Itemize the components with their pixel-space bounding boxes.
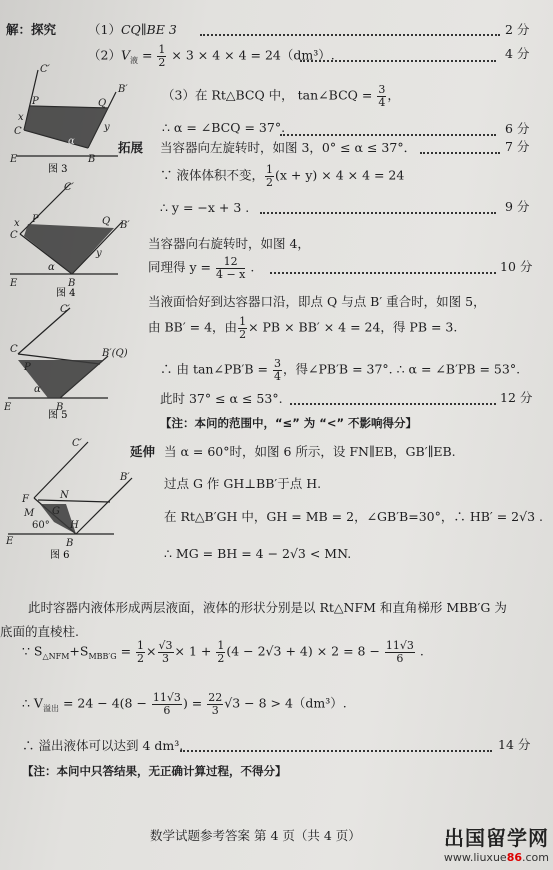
formula-text: = 24 − 4(8 − — [58, 695, 151, 711]
ext-line: 当容器向右旋转时，如图 4， — [148, 236, 310, 251]
fig-label: C — [10, 344, 18, 355]
score-leader — [280, 134, 496, 136]
denominator: 3 — [211, 703, 219, 717]
fig-label: α — [68, 136, 75, 147]
ext2-line: 过点 G 作 GH⊥BB′于点 H. — [164, 476, 322, 491]
fraction — [265, 164, 274, 188]
denominator: 4 — [378, 95, 386, 109]
answer-header — [6, 22, 56, 38]
liquid-surface — [38, 500, 110, 502]
fig-label: C′ — [40, 64, 50, 75]
ext-text: ∴ 由 tan∠PB′B = — [160, 361, 272, 377]
liquid-region — [18, 360, 104, 398]
fig-label: N — [60, 490, 69, 501]
fraction — [207, 692, 223, 716]
ext-text: ∵ 液体体积不变， — [160, 167, 264, 183]
denominator: 2 — [137, 651, 145, 665]
part1-answer — [88, 22, 177, 38]
score-leader — [290, 403, 496, 405]
fig-label: E — [4, 402, 12, 413]
numerator: 3 — [378, 83, 386, 96]
part3-text: （3）在 Rt△BCQ 中， tan∠BCQ = — [162, 87, 377, 103]
part2-number: （2） — [88, 47, 121, 63]
fraction — [377, 84, 386, 108]
ext-line: 当液面恰好到达容器口沿，即点 Q 与点 B′ 重合时，如图 5， — [148, 294, 486, 309]
ext-text: . — [246, 259, 255, 275]
watermark-url-part: .com — [522, 851, 549, 864]
ext-text: 由 BB′ = 4，由 — [148, 319, 238, 335]
formula-text: (4 − 2√3 + 4) × 2 = 8 − — [226, 643, 384, 659]
score-mark: 9 分 — [505, 199, 530, 214]
part2-text: × 3 × 4 × 4 = 24（dm³）. — [167, 47, 335, 63]
fig-label: B — [66, 538, 74, 549]
fig-label: x — [18, 112, 24, 123]
figure-caption: 图 4 — [56, 288, 76, 298]
fig-label: B′(Q) — [102, 348, 128, 359]
overflow-formula — [22, 692, 347, 716]
formula-sub: △NFM — [42, 652, 70, 662]
figure-caption: 图 3 — [48, 164, 68, 174]
formula-sub: 溢出 — [42, 704, 59, 714]
denominator: 2 — [217, 651, 225, 665]
fig-label: F — [22, 494, 29, 505]
fig-label: B′ — [120, 220, 130, 231]
section-explore-label: 探究 — [31, 22, 57, 37]
numerator: 1 — [158, 43, 166, 56]
fig-label: C′ — [64, 182, 74, 193]
denominator: 3 — [162, 651, 170, 665]
body-paragraph-line: 此时容器内液体形成两层液面，液体的形状分别是以 Rt△NFM 和直角梯形 MBB′G 为 — [28, 600, 507, 615]
denominator: 2 — [239, 327, 247, 341]
ext-line: 当容器向左旋转时，如图 3，0° ≤ α ≤ 37°． — [160, 140, 417, 155]
fig-label: H — [70, 520, 79, 531]
watermark-url-part: www.liuxue — [443, 851, 507, 864]
formula-text: ∴ V — [22, 695, 43, 711]
formula-text: √3 − 8 > 4（dm³）. — [224, 695, 347, 711]
figure-4 — [6, 178, 136, 298]
formula-text: ∵ S — [22, 643, 43, 659]
formula-sub: MBB′G — [88, 652, 117, 662]
fig-label: α — [34, 384, 41, 395]
fraction — [136, 640, 145, 664]
numerator: 22 — [208, 691, 223, 704]
liquid-region — [24, 106, 108, 148]
score-leader — [180, 750, 492, 752]
ext-line: 此时 37° ≤ α ≤ 53°. — [160, 391, 283, 406]
denominator: 6 — [163, 703, 171, 717]
score-leader — [300, 60, 496, 62]
watermark-url — [444, 851, 549, 864]
numerator: 12 — [216, 256, 245, 269]
fig-label: G — [52, 506, 60, 517]
score-leader — [420, 152, 500, 154]
numerator: √3 — [158, 639, 173, 652]
denominator: 4 − x — [215, 267, 246, 281]
ext2-line: 当 α = 60°时，如图 6 所示，设 FN∥EB，GB′∥EB. — [164, 444, 456, 459]
site-watermark — [444, 822, 549, 864]
section-further-label: 延伸 — [130, 444, 156, 459]
fraction — [216, 640, 225, 664]
scoring-note: 【注：本问的范围中，“≤” 为 “<” 不影响得分】 — [160, 416, 418, 430]
ext-text: × PB × BB′ × 4 = 24，得 PB = 3. — [248, 319, 458, 335]
numerator: 11√3 — [385, 639, 414, 652]
volume-subscript: 液 — [129, 56, 138, 66]
fraction — [238, 316, 247, 340]
numerator: 1 — [265, 163, 273, 176]
ext-line — [148, 256, 254, 280]
fig-label: x — [14, 218, 20, 229]
equals-sign: = — [137, 47, 157, 63]
denominator: 2 — [158, 55, 166, 69]
part1-number: （1） — [88, 22, 121, 37]
edge-bb — [76, 478, 132, 534]
fig-label: E — [6, 536, 14, 547]
ext2-line: 在 Rt△B′GH 中，GH = MB = 2，∠GB′B=30°，∴ HB′ = 2√3 . — [164, 509, 544, 524]
numerator: 1 — [137, 639, 145, 652]
scoring-note: 【注：本问中只答结果，无正确计算过程，不得分】 — [22, 764, 287, 778]
volume-symbol: V — [120, 47, 130, 63]
denominator: 2 — [265, 175, 273, 189]
fig-label: Q — [102, 216, 111, 227]
ext-line — [160, 164, 404, 188]
fraction — [385, 640, 415, 664]
section-extend-label: 拓展 — [118, 140, 144, 155]
ext2-line: ∴ MG = BH = 4 − 2√3 < MN. — [164, 546, 352, 561]
fig-label: C′ — [60, 304, 70, 315]
ext-text: 同理得 y = — [148, 259, 215, 275]
part3-conclusion: ∴ α = ∠BCQ = 37°. — [162, 120, 286, 135]
figure-caption: 图 5 — [48, 410, 68, 420]
fraction — [216, 256, 245, 280]
fig-label: y — [104, 122, 110, 133]
fig-label: B — [88, 154, 96, 165]
ext-text: (x + y) × 4 × 4 = 24 — [274, 167, 405, 183]
fig-label: 60° — [32, 520, 50, 531]
score-mark: 12 分 — [500, 390, 533, 405]
solution-label: 解： — [6, 22, 32, 37]
watermark-text: 出国留学网 — [444, 826, 549, 850]
fig-label: C — [10, 230, 18, 241]
fraction — [157, 44, 166, 68]
figure-5 — [4, 300, 144, 420]
fig-label: P — [32, 214, 39, 225]
numerator: 3 — [274, 357, 281, 370]
fig-label: B — [56, 402, 64, 413]
conclusion-line: ∴ 溢出液体可以达到 4 dm³. — [22, 738, 184, 753]
fig-label: M — [24, 508, 35, 519]
ext-line — [148, 316, 457, 340]
part3-text: ， — [387, 87, 400, 103]
score-mark: 10 分 — [500, 259, 533, 274]
fig-label: P — [32, 96, 39, 107]
fig-label: y — [96, 248, 102, 259]
watermark-url-part: 86 — [506, 851, 522, 864]
score-mark: 14 分 — [498, 737, 531, 752]
figure-caption: 图 6 — [50, 550, 70, 560]
formula-text: × 1 + — [174, 643, 216, 659]
score-mark: 2 分 — [505, 22, 530, 37]
area-formula: ∵ $S_{\triangle NFM}+S_{MBB'G}$ = $\frac{1}{2}$ × $\frac{√3}{3}$ × 1 + $\frac{1}{2}$ (4 − 2√3 + 4) × 2 = 8 − $\frac{11√3}{6}$ . — [22, 639, 424, 665]
denominator: 4 — [274, 369, 281, 383]
fig-label: C′ — [72, 438, 82, 449]
score-leader — [260, 212, 496, 214]
fig-label: E — [10, 278, 18, 289]
part1-text: CQ∥BE 3 — [120, 22, 177, 37]
body-paragraph-line: 底面的直棱柱. — [0, 624, 79, 639]
score-leader — [200, 34, 500, 36]
fig-label: B — [68, 278, 76, 289]
ext-line — [160, 358, 520, 382]
score-leader — [270, 272, 496, 274]
fraction — [273, 358, 282, 382]
fraction — [158, 640, 174, 664]
fig-label: P — [24, 362, 31, 373]
denominator: 6 — [396, 651, 404, 665]
fig-label: B′ — [118, 84, 128, 95]
score-mark: 4 分 — [505, 46, 530, 61]
numerator: 11√3 — [152, 691, 181, 704]
formula-text: +S — [69, 643, 89, 659]
part3-answer — [162, 84, 400, 108]
numerator: 1 — [217, 639, 225, 652]
formula-text: = — [116, 643, 136, 659]
figure-3 — [8, 62, 138, 174]
ext-text: ，得∠PB′B = 37°. ∴ α = ∠B′PB = 53°. — [283, 361, 521, 377]
score-mark: 7 分 — [505, 139, 530, 154]
fig-label: α — [48, 262, 55, 273]
formula-text: . — [415, 643, 424, 659]
fig-label: C — [14, 126, 22, 137]
formula-text: ) = — [182, 695, 207, 711]
figure-6 — [4, 430, 134, 560]
ext-line: ∴ y = −x + 3 . — [160, 200, 250, 215]
fig-label: Q — [98, 98, 107, 109]
fig-label: E — [10, 154, 18, 165]
score-mark: 6 分 — [505, 121, 530, 136]
numerator: 1 — [239, 315, 247, 328]
fig-label: B′ — [120, 472, 130, 483]
fraction — [152, 692, 182, 716]
page-footer: 数学试题参考答案 第 4 页（共 4 页） — [150, 828, 361, 843]
